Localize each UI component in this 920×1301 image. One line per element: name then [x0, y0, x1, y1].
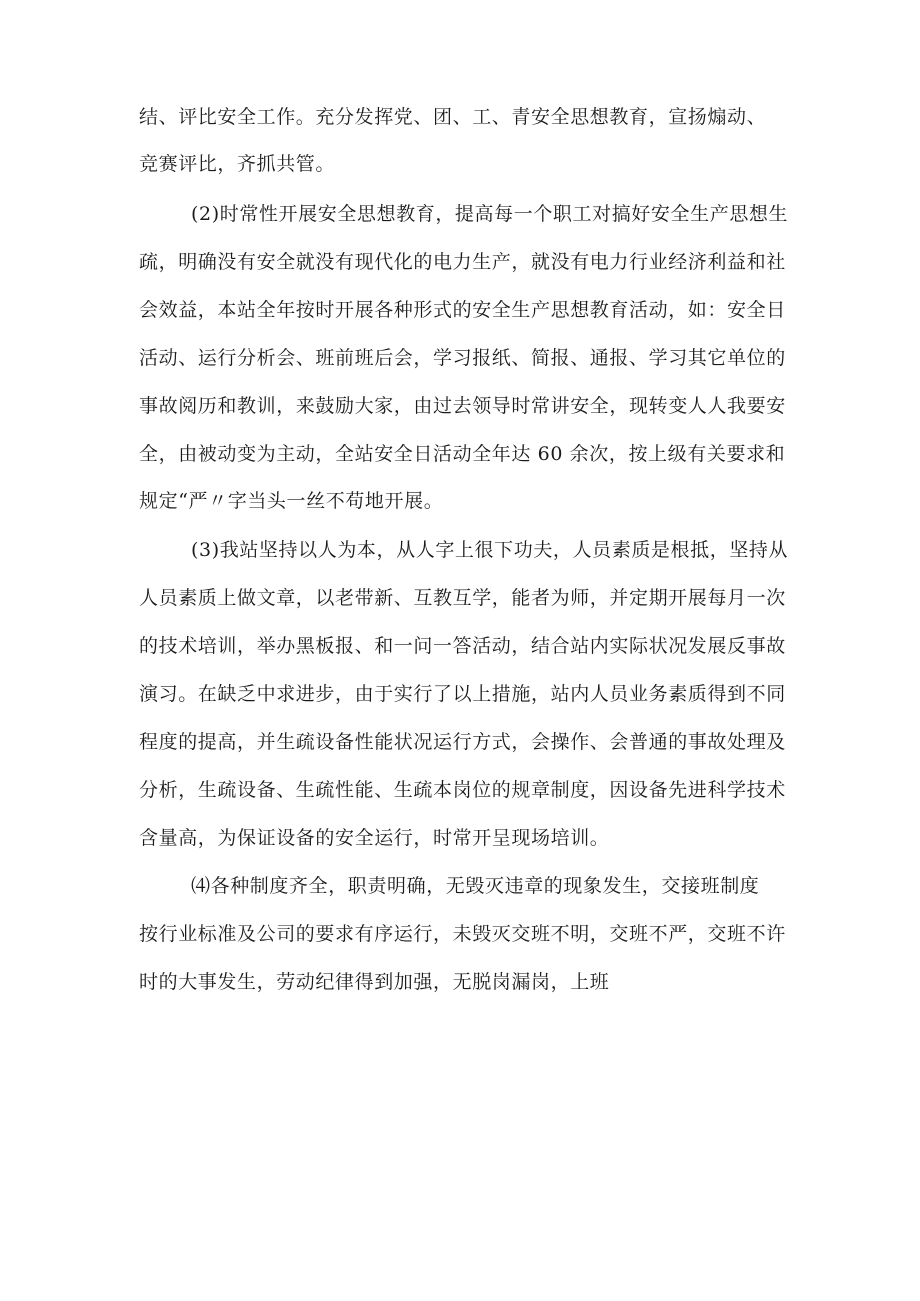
paragraph-3-line-6: 分析，生疏设备、生疏性能、生疏本岗位的规章制度，因设备先进科学技术	[139, 779, 786, 801]
paragraph-2-line-3: 会效益，本站全年按时开展各种形式的安全生产思想教育活动，如：安全日	[139, 299, 786, 321]
paragraph-2-line-7: 规定“严〃字当头一丝不苟地开展。	[139, 490, 444, 512]
paragraph-1-line-2: 竞赛评比，齐抓共管。	[139, 153, 336, 175]
paragraph-3-line-3: 的技术培训，举办黑板报、和一问一答活动，结合站内实际状况发展反事故	[139, 635, 786, 657]
paragraph-2-line-6: 全，由被动变为主动，全站安全日活动全年达 60 余次，按上级有关要求和	[139, 443, 786, 465]
paragraph-3-line-1: (3)我站坚持以人为本，从人字上很下功夫，人员素质是根抵，坚持从	[191, 539, 789, 561]
paragraph-2-line-1: (2)时常性开展安全思想教育，提高每一个职工对搞好安全生产思想生	[191, 203, 789, 225]
paragraph-3-line-2: 人员素质上做文章，以老带新、互教互学，能者为师，并定期开展每月一次	[139, 587, 786, 609]
paragraph-4-line-1: ⑷各种制度齐全，职责明确，无毁灭违章的现象发生，交接班制度	[191, 875, 760, 897]
paragraph-2-line-5: 事故阅历和教训，来鼓励大家，由过去领导时常讲安全，现转变人人我要安	[139, 395, 786, 417]
paragraph-1-line-1: 结、评比安全工作。充分发挥党、团、工、青安全思想教育，宣扬煽动、	[139, 106, 767, 128]
paragraph-4-line-2: 按行业标准及公司的要求有序运行，未毁灭交班不明，交班不严，交班不许	[139, 923, 786, 945]
paragraph-4-line-3: 时的大事发生，劳动纪律得到加强，无脱岗漏岗，上班	[139, 971, 610, 993]
paragraph-3-line-4: 演习。在缺乏中求进步，由于实行了以上措施，站内人员业务素质得到不同	[139, 683, 786, 705]
paragraph-3-line-7: 含量高，为保证设备的安全运行，时常开呈现场培训。	[139, 827, 610, 849]
paragraph-2-line-4: 活动、运行分析会、班前班后会，学习报纸、简报、通报、学习其它单位的	[139, 347, 786, 369]
paragraph-3-line-5: 程度的提高，并生疏设备性能状况运行方式，会操作、会普通的事故处理及	[139, 731, 786, 753]
paragraph-2-line-2: 疏，明确没有安全就没有现代化的电力生产，就没有电力行业经济利益和社	[139, 251, 786, 273]
